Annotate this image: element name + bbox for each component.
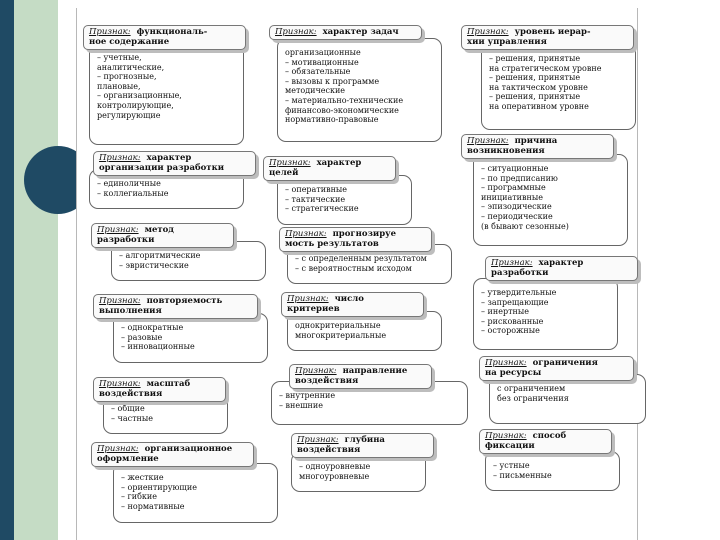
criterion-prefix: Признак: <box>97 444 139 454</box>
criterion-values-list <box>473 278 618 350</box>
criterion-value: – оперативные <box>285 185 348 194</box>
criterion-value: – запрещающие <box>481 297 549 307</box>
criterion-value: – периодические <box>481 211 553 221</box>
criterion-values-list <box>89 43 244 145</box>
criterion-name: характер организации разработки <box>99 153 225 173</box>
criterion-value: – внутренние <box>279 391 336 400</box>
criterion-value: многоуровневые <box>299 471 370 481</box>
criterion-value: – прогнозные, <box>97 72 157 82</box>
criterion-values-list <box>485 451 620 491</box>
criterion-prefix: Признак: <box>99 379 141 389</box>
criterion-value: – организационные, <box>97 91 182 101</box>
criterion-header <box>91 223 234 248</box>
criterion-value: многокритериальные <box>295 330 387 340</box>
criterion-prefix: Признак: <box>269 158 311 168</box>
criterion-header <box>461 25 634 50</box>
criterion-prefix: Признак: <box>99 296 141 306</box>
criterion-value: нормативно-правовые <box>285 115 379 125</box>
criterion-value: – эпизодические <box>481 202 552 212</box>
criterion-value: финансово-экономические <box>285 105 399 115</box>
criterion-value: – вызовы к программе <box>285 76 380 86</box>
criterion-value: методические <box>285 86 346 96</box>
criterion-header <box>91 442 254 467</box>
criterion-values-list <box>277 175 412 225</box>
criterion-prefix: Признак: <box>99 153 141 163</box>
criterion-value: инициативные <box>481 192 543 202</box>
criterion-prefix: Признак: <box>285 229 327 239</box>
criterion-value: – внешние <box>279 400 323 410</box>
criterion-value: без ограничения <box>497 393 569 403</box>
criterion-header <box>461 134 614 159</box>
criterion-value: – решения, принятые <box>489 73 581 83</box>
criterion-name: глубина воздействия <box>297 435 385 455</box>
criterion-value: – коллегиальные <box>97 188 169 198</box>
criterion-values-list <box>481 44 636 130</box>
criterion-prefix: Признак: <box>491 258 533 268</box>
criterion-values-list <box>277 38 442 142</box>
criterion-value: – нормативные <box>121 501 185 511</box>
criterion-value: – ориентирующие <box>121 482 197 492</box>
criterion-values-list <box>113 463 278 523</box>
criterion-value: – учетные, <box>97 53 142 62</box>
criterion-value: – разовые <box>121 332 163 342</box>
criterion-prefix: Признак: <box>89 27 131 37</box>
criterion-value: – обязательные <box>285 67 351 77</box>
criterion-value: – однократные <box>121 323 184 332</box>
criterion-value: на оперативном уровне <box>489 101 589 111</box>
criterion-name: характер задач <box>322 27 399 37</box>
criterion-name: характер разработки <box>491 258 584 278</box>
criterion-prefix: Признак: <box>297 435 339 445</box>
criterion-value: – с вероятностным исходом <box>295 263 412 273</box>
criterion-values-list <box>113 313 268 363</box>
criterion-prefix: Признак: <box>467 136 509 146</box>
criterion-header <box>479 429 612 454</box>
criterion-value: – решения, принятые <box>489 92 581 102</box>
criterion-value: – с определенным результатом <box>295 254 427 263</box>
criterion-value: – программные <box>481 183 546 193</box>
criterion-value: – письменные <box>493 470 552 480</box>
criterion-header <box>269 25 422 40</box>
criterion-value: – частные <box>111 413 153 423</box>
criterion-value: – рискованные <box>481 316 544 326</box>
criterion-name: функциональ- ное содержание <box>89 27 208 47</box>
criterion-prefix: Признак: <box>485 431 527 441</box>
criterion-value: – инновационные <box>121 342 195 352</box>
criterion-header <box>289 364 432 389</box>
criterion-header <box>263 156 396 181</box>
criterion-value: – гибкие <box>121 492 157 502</box>
criterion-value: – решения, принятые <box>489 54 581 63</box>
criterion-value: плановые, <box>97 81 141 91</box>
criterion-prefix: Признак: <box>97 225 139 235</box>
criterion-value: – материально-технические <box>285 95 404 105</box>
criterion-name: причина возникновения <box>467 136 558 156</box>
criterion-value: – инертные <box>481 307 529 317</box>
criterion-header <box>479 356 634 381</box>
criterion-header <box>93 377 226 402</box>
criterion-name: характер целей <box>269 158 362 178</box>
criterion-prefix: Признак: <box>467 27 509 37</box>
criterion-value: – алгоритмические <box>119 251 201 260</box>
criterion-prefix: Признак: <box>485 358 527 368</box>
criterion-values-list <box>291 452 426 492</box>
classification-diagram <box>76 8 638 540</box>
criterion-values-list <box>473 154 628 246</box>
criterion-prefix: Признак: <box>275 27 317 37</box>
criterion-prefix: Признак: <box>287 294 329 304</box>
criterion-name: организационное оформление <box>97 444 233 464</box>
criterion-header <box>93 294 258 319</box>
criterion-name: прогнозируе мость результатов <box>285 229 397 249</box>
criterion-value: на стратегическом уровне <box>489 63 602 73</box>
criterion-value: однокритериальные <box>295 321 381 330</box>
criterion-value: – стратегические <box>285 204 359 214</box>
criterion-header <box>93 151 256 176</box>
criterion-header <box>279 227 432 252</box>
criterion-value: – жесткие <box>121 473 164 482</box>
criterion-value: на тактическом уровне <box>489 82 588 92</box>
criterion-name: способ фиксации <box>485 431 567 451</box>
criterion-value: регулирующие <box>97 110 161 120</box>
criterion-value: – тактические <box>285 194 346 204</box>
criterion-value: – устные <box>493 461 530 470</box>
criterion-header <box>485 256 638 281</box>
criterion-name: направление воздействия <box>295 366 408 386</box>
criterion-header <box>291 433 434 458</box>
criterion-name: число критериев <box>287 294 364 314</box>
criterion-values-list <box>489 374 646 424</box>
criterion-value: организационные <box>285 48 361 57</box>
criterion-name: уровень иерар- хии управления <box>467 27 591 47</box>
criterion-name: повторяемость выполнения <box>99 296 223 316</box>
criterion-value: аналитические, <box>97 62 165 72</box>
criterion-value: – эвристические <box>119 260 189 270</box>
criterion-name: ограничения на ресурсы <box>485 358 598 378</box>
criterion-value: – мотивационные <box>285 57 359 67</box>
criterion-values-list <box>287 311 442 351</box>
criterion-value: – по предписанию <box>481 173 558 183</box>
criterion-header <box>281 292 424 317</box>
criterion-value: (в бывают сезонные) <box>481 221 569 231</box>
criterion-value: – единоличные <box>97 179 161 188</box>
criterion-prefix: Признак: <box>295 366 337 376</box>
criterion-value: – ситуационные <box>481 164 549 173</box>
criterion-value: с ограничением <box>497 384 566 393</box>
sidebar-accent-strip <box>0 0 14 540</box>
criterion-header <box>83 25 246 50</box>
criterion-name: масштаб воздействия <box>99 379 191 399</box>
criterion-value: – одноуровневые <box>299 462 371 471</box>
criterion-value: – осторожные <box>481 326 540 336</box>
criterion-value: контролирующие, <box>97 100 174 110</box>
criterion-value: – утвердительные <box>481 288 557 297</box>
criterion-name: метод разработки <box>97 225 174 245</box>
criterion-value: – общие <box>111 404 145 413</box>
